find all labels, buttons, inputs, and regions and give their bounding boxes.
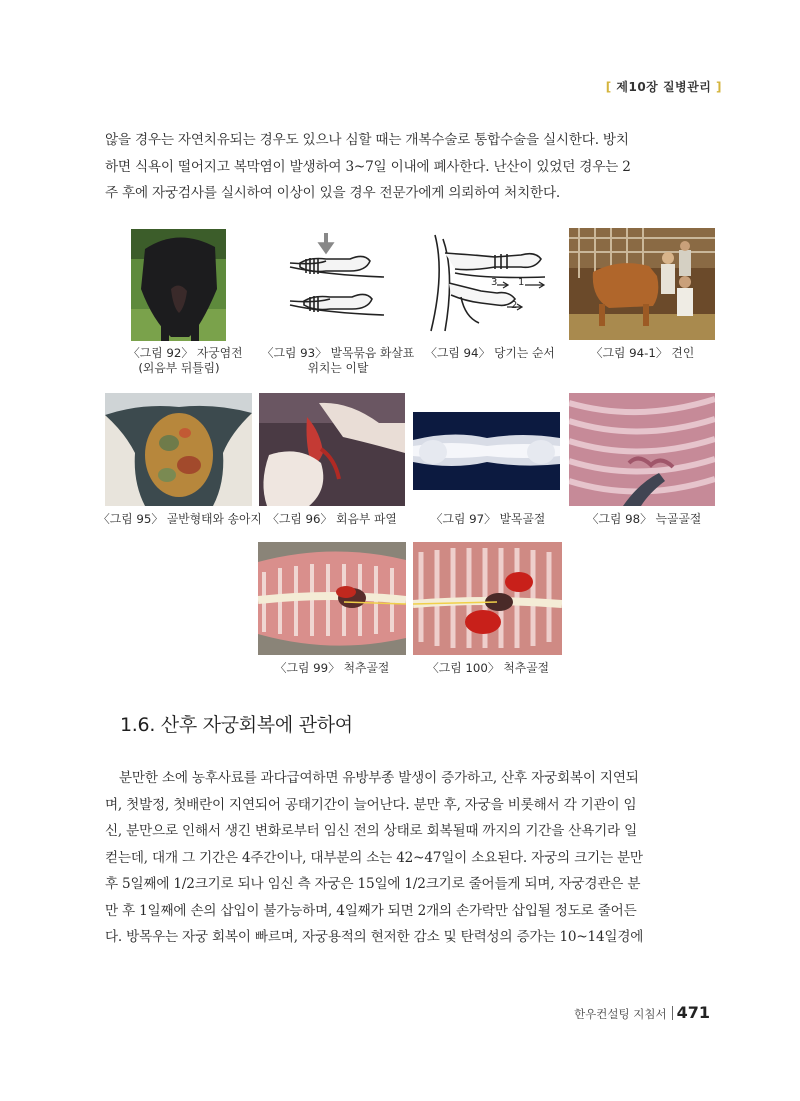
figure-93-drawing [286, 231, 388, 329]
divider [672, 1006, 673, 1020]
figure-100-caption [413, 661, 563, 676]
text-line: 하면 식욕이 떨어지고 복막염이 발생하여 3~7일 이내에 폐사한다. 난산이 있었던 경우는 2 [105, 158, 631, 175]
intro-paragraph [105, 127, 715, 207]
text-line: 컫는데, 대개 그 기간은 4주간이나, 대부분의 소는 42~47일이 소요된다. 자궁의 크기는 분만 [105, 849, 643, 866]
figure-94-1-caption [580, 346, 705, 361]
figure-95-caption [98, 512, 262, 527]
caption-line: 〈그림 99〉 척추골절 [274, 661, 390, 675]
section-title: 1.6. 산후 자궁회복에 관하여 [120, 714, 353, 736]
body-paragraph [105, 765, 715, 951]
text-line: 다. 방목우는 자궁 회복이 빠르며, 자궁용적의 현저한 감소 및 탄력성의 증가는 10~14일경에 [105, 929, 644, 945]
caption-line: 〈그림 94〉 당기는 순서 [425, 346, 555, 360]
figure-92-photo [131, 229, 226, 341]
figure-97-xray [413, 412, 560, 490]
figure-98-photo [569, 393, 715, 506]
figure-100-photo [413, 542, 562, 655]
text-line: 만 후 1일째에 손의 삽입이 불가능하며, 4일째가 되면 2개의 손가락만 삽입될 정도로 줄어든 [105, 902, 637, 919]
figure-94-label: 3 [491, 277, 498, 288]
figure-94-label: 2 [511, 300, 518, 311]
figure-99-caption [262, 661, 402, 676]
figure-94-label: 1 [518, 277, 525, 288]
caption-line: 〈그림 97〉 발목골절 [430, 512, 546, 526]
caption-line: 〈그림 96〉 회음부 파열 [267, 512, 397, 526]
figure-96-caption [262, 512, 402, 527]
figure-95-photo [105, 393, 252, 506]
caption-line: 〈그림 93〉 발목묶음 화살표 [261, 346, 415, 360]
text-line: 분만한 소에 농후사료를 과다급여하면 유방부종 발생이 증가하고, 산후 자궁회복이 지연되 [119, 770, 639, 786]
chapter-title: 제10장 질병관리 [616, 80, 712, 94]
figure-94-caption [420, 346, 560, 361]
figure-96-photo [259, 393, 405, 506]
figure-99-photo [258, 542, 406, 655]
figure-93-caption [258, 346, 418, 376]
bracket-left-icon: [ [605, 80, 612, 94]
book-title: 한우컨설팅 지침서 [574, 1007, 667, 1021]
text-line: 며, 첫발정, 첫배란이 지연되어 공태기간이 늘어난다. 분만 후, 자궁을 비롯해서 각 기관이 임 [105, 796, 637, 813]
page-number: 471 [676, 1003, 710, 1022]
caption-line: 위치는 이탈 [307, 361, 369, 375]
figure-94-drawing [425, 233, 555, 333]
text-line: 않을 경우는 자연치유되는 경우도 있으나 심할 때는 개복수술로 통합수술을 실시한다. 방치 [105, 132, 629, 148]
caption-line: 〈그림 100〉 척추골절 [427, 661, 549, 675]
text-line: 신, 분만으로 인해서 생긴 변화로부터 임신 전의 상태로 회복될때 까지의 기간을 산욕기라 일 [105, 823, 638, 839]
chapter-header [606, 78, 722, 95]
figure-92-caption [128, 346, 243, 376]
figure-97-caption [418, 512, 558, 527]
caption-line: 〈그림 95〉 골반형태와 송아지 [98, 512, 262, 526]
caption-line: 〈그림 98〉 늑골골절 [586, 512, 702, 526]
text-line: 주 후에 자궁검사를 실시하여 이상이 있을 경우 전문가에게 의뢰하여 처치한다. [105, 185, 561, 201]
caption-line: 〈그림 92〉 자궁염전 [128, 346, 243, 360]
page-footer [574, 1003, 710, 1022]
text-line: 후 5일째에 1/2크기로 되나 임신 측 자궁은 15일에 1/2크기로 줄어들게 되며, 자궁경관은 분 [105, 876, 641, 892]
figure-94-1-photo [569, 228, 715, 340]
caption-line: (외음부 뒤틀림) [138, 361, 220, 375]
bracket-right-icon: ] [716, 80, 722, 94]
caption-line: 〈그림 94-1〉 견인 [590, 346, 695, 360]
figure-98-caption [574, 512, 714, 527]
